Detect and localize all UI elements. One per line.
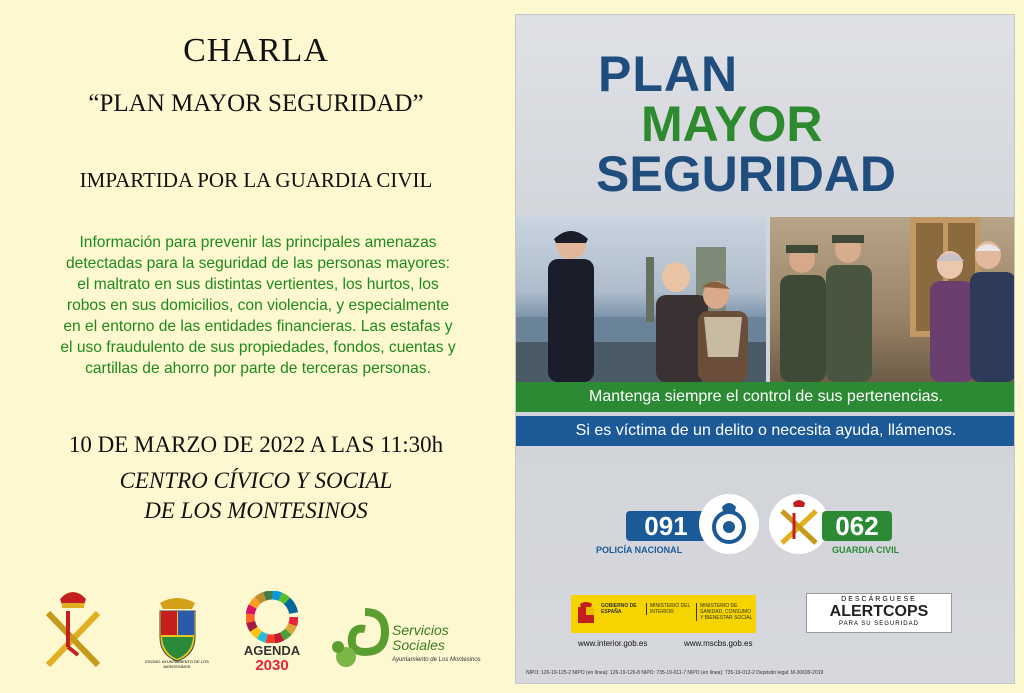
message-band-blue: Si es víctima de un delito o necesita ayuda, llámenos. bbox=[516, 416, 1015, 446]
servicios-sociales-logo bbox=[392, 623, 481, 668]
nipo-legal-text: NIPO: 126-19-125-2 NIPO (en línea): 126-19-126-8 NIPO: 735-19-011-7 NIPO (en línea): 735-19-012-2 Depósito legal: M-30699-2019 bbox=[526, 670, 824, 676]
gov-sanidad: MINISTERIO DE SANIDAD, CONSUMO Y BIENESTAR SOCIAL bbox=[696, 603, 754, 621]
photo-police-park bbox=[516, 217, 766, 382]
url-mscbs[interactable]: www.mscbs.gob.es bbox=[684, 639, 753, 648]
poster-title-mayor: MAYOR bbox=[641, 96, 823, 152]
poster-title-seguridad: SEGURIDAD bbox=[596, 146, 897, 202]
agenda-label: AGENDA bbox=[243, 643, 301, 658]
guardia-number: 062 bbox=[835, 511, 879, 541]
sdg-wheel-icon bbox=[246, 591, 298, 643]
spain-coat-of-arms-icon bbox=[575, 601, 597, 627]
description bbox=[8, 232, 508, 379]
policia-nacional-badge-icon bbox=[698, 493, 760, 555]
imparted-by: IMPARTIDA POR LA GUARDIA CIVIL bbox=[79, 168, 433, 192]
message-band-green: Mantenga siempre el control de sus pertenencias. bbox=[516, 382, 1015, 412]
policia-number: 091 bbox=[644, 511, 688, 541]
description-line: en el entorno de las entidades financieras. Las estafas y bbox=[63, 318, 453, 335]
sponsor-logos bbox=[0, 585, 512, 685]
servicios-line1: Servicios bbox=[392, 622, 449, 638]
description-line: robos en sus domicilios, con violencia, y especialmente bbox=[66, 297, 450, 314]
gov-espana: GOBIERNO DE ESPAÑA bbox=[601, 603, 637, 615]
description-line: detectadas para la seguridad de las personas mayores: bbox=[65, 255, 450, 272]
event-venue bbox=[0, 466, 512, 526]
description-line: Información para prevenir las principales amenazas bbox=[79, 234, 437, 251]
description-line: el uso fraudulento de sus propiedades, fondos, cuentas y bbox=[60, 339, 456, 356]
alertcops-promo bbox=[806, 593, 952, 633]
flyer-subtitle: “PLAN MAYOR SEGURIDAD” bbox=[88, 90, 424, 117]
guardia-civil-badge-icon bbox=[768, 493, 830, 555]
police-park-scene-icon bbox=[516, 217, 766, 382]
ayuntamiento-caption: EXCMO. AYUNTAMIENTO DE LOS MONTESINOS bbox=[145, 659, 209, 669]
servicios-line2: Sociales bbox=[392, 637, 445, 653]
venue-line: CENTRO CÍVICO Y SOCIAL bbox=[119, 468, 393, 493]
agenda-year: 2030 bbox=[255, 657, 289, 674]
flyer-title: CHARLA bbox=[183, 32, 329, 69]
government-logos bbox=[571, 595, 756, 633]
description-line: cartillas de ahorro por parte de terceras personas. bbox=[85, 360, 431, 377]
policia-label: POLICÍA NACIONAL bbox=[596, 545, 683, 555]
poster-title-plan: PLAN bbox=[598, 46, 739, 102]
agenda-2030-logo bbox=[236, 643, 308, 673]
guardia-civil-scene-icon bbox=[770, 217, 1015, 382]
guardia-label: GUARDIA CIVIL bbox=[832, 545, 900, 555]
campaign-poster bbox=[515, 14, 1015, 684]
description-line: el maltrato en sus distintas vertientes, los hurtos, los bbox=[77, 276, 439, 293]
venue-line: DE LOS MONTESINOS bbox=[144, 498, 368, 523]
alertcops-top: DESCÁRGUESE bbox=[841, 596, 917, 603]
servicios-sub: Ayuntamiento de Los Montesinos bbox=[392, 657, 481, 663]
event-date: 10 DE MARZO DE 2022 A LAS 11:30h bbox=[68, 432, 444, 457]
servicios-sociales-swirl-icon bbox=[330, 607, 400, 673]
url-interior[interactable]: www.interior.gob.es bbox=[578, 639, 648, 648]
alertcops-name: ALERTCOPS bbox=[829, 603, 929, 620]
photo-guardia-civil bbox=[770, 217, 1015, 382]
alertcops-bottom: PARA SU SEGURIDAD bbox=[839, 621, 919, 627]
guardia-civil-logo-icon bbox=[38, 585, 108, 675]
gov-interior: MINISTERIO DEL INTERIOR bbox=[646, 603, 691, 615]
